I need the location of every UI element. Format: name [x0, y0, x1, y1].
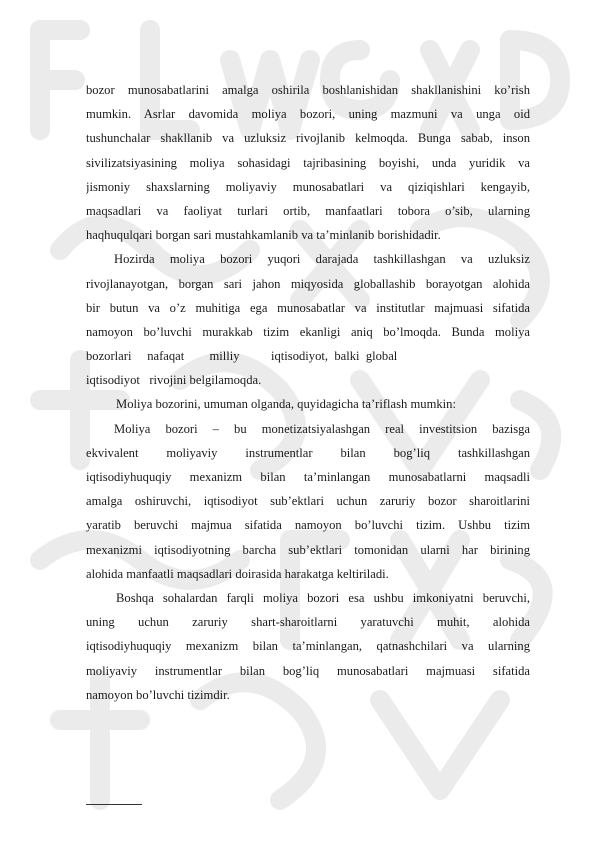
text-line: jismoniy shaxslarning moliyaviy munosabatlari va qiziqishlari kengayib, — [86, 179, 530, 194]
text-line: namoyon bo’luvchi tizimdir. — [86, 687, 230, 702]
text-line: namoyon bo’luvchi murakkab tizim ekanligi aniq bo’lmoqda. Bunda moliya — [86, 324, 530, 339]
paragraph-5 — [86, 586, 530, 707]
text-line: haqhuqulqari borgan sari mustahkamlanib va ta’minlanib borishidadir. — [86, 228, 441, 243]
text-line: ekvivalent moliyaviy instrumentlar bilan bog’liq tashkillashgan — [86, 445, 530, 460]
text-line: alohida manfaatli maqsadlari doirasida harakatga keltiriladi. — [86, 566, 389, 581]
text-line: iqtisodiyhuquqiy mexanizm bilan ta’minlangan munosabatlarni maqsadli — [86, 470, 530, 484]
footnote-separator — [86, 804, 142, 805]
text-line: Boshqa sohalardan farqli moliya bozori esa ushbu imkoniyatni beruvchi, — [116, 590, 530, 605]
text-line: moliyaviy instrumentlar bilan bog’liq munosabatlari majmuasi sifatida — [86, 663, 530, 678]
document-body — [86, 78, 530, 707]
text-line: mexanizmi iqtisodiyotning barcha sub’ektlari tomonidan ularni har birining — [86, 542, 530, 557]
text-line: sivilizatsiyasining moliya sohasidagi tajribasining boyishi, unda yuridik va — [86, 155, 530, 170]
text-line: tushunchalar shakllanib va uzluksiz rivojlanib kelmoqda. Bunga sabab, inson — [86, 131, 530, 146]
text-line: Moliya bozorini, umuman olganda, quyidagicha ta’riflash mumkin: — [116, 397, 456, 412]
text-line: yaratib beruvchi majmua sifatida namoyon bo’luvchi tizim. Ushbu tizim — [86, 518, 530, 533]
text-line: bozor munosabatlarini amalga oshirila boshlanishidan shakllanishini ko’rish — [86, 83, 530, 97]
paragraph-3 — [86, 392, 530, 416]
text-line: Moliya bozori – bu monetizatsiyalashgan real investitsion bazisga — [114, 421, 530, 436]
text-line: bir butun va o’z muhitiga ega munosabatlar va institutlar majmuasi sifatida — [86, 300, 530, 315]
text-line: iqtisodiyot rivojini belgilamoqda. — [86, 373, 262, 388]
text-line: iqtisodiyhuquqiy mexanizm bilan ta’minlangan, qatnashchilari va ularning — [86, 639, 530, 654]
paragraph-1 — [86, 78, 530, 247]
text-line: uning uchun zaruriy shart-sharoitlarni yaratuvchi muhit, alohida — [86, 615, 530, 630]
text-line: mumkin. Asrlar davomida moliya bozori, uning mazmuni va unga oid — [86, 107, 530, 122]
paragraph-2 — [86, 247, 530, 392]
text-line: amalga oshiruvchi, iqtisodiyot sub’ektlari uchun zaruriy bozor sharoitlarini — [86, 494, 530, 509]
text-line: Hozirda moliya bozori yuqori darajada tashkillashgan va uzluksiz — [114, 252, 530, 267]
paragraph-4 — [86, 417, 530, 586]
text-line: bozorlari nafaqat milliy iqtisodiyot, balki global — [86, 349, 398, 364]
text-line: maqsadlari va faoliyat turlari ortib, manfaatlari tobora o’sib, ularning — [86, 203, 530, 218]
text-line: rivojlanayotgan, borgan sari jahon miqyosida globallashib borayotgan alohida — [86, 276, 530, 291]
